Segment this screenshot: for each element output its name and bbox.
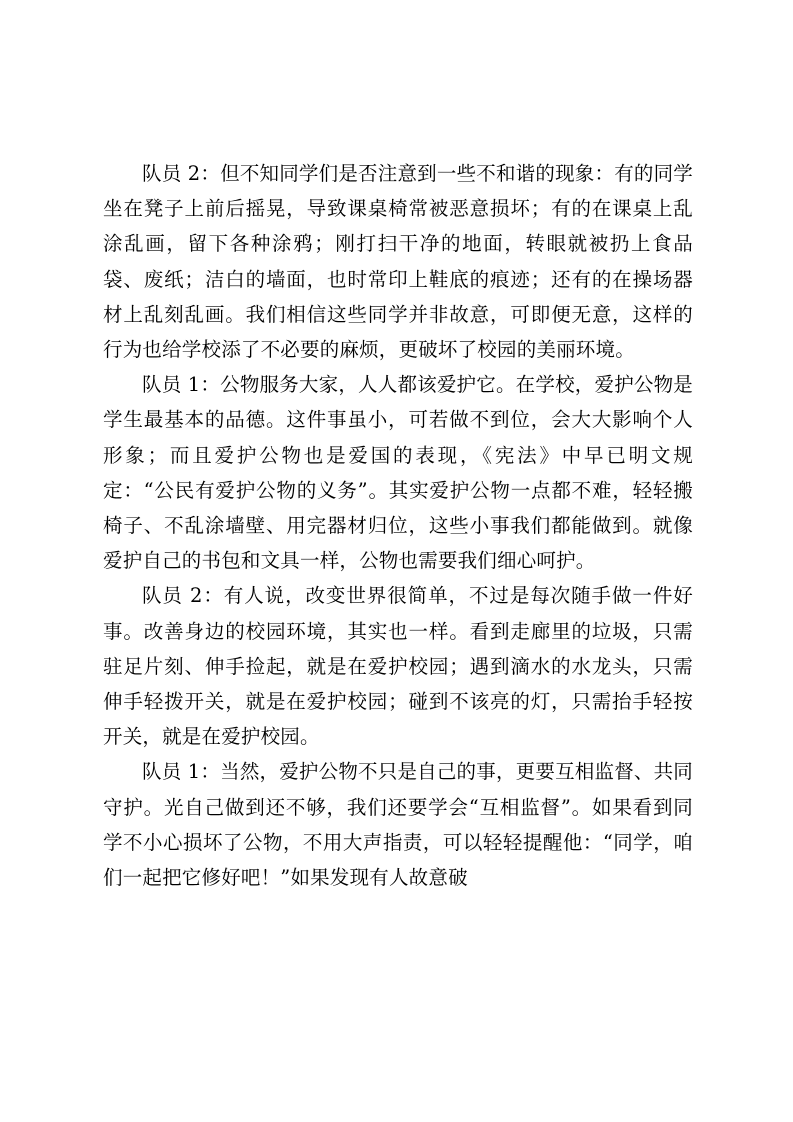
paragraph-speaker-2-small-actions: 队员 2：有人说，改变世界很简单，不过是每次随手做一件好事。改善身边的校园环境，其实也一样。看到走廊里的垃圾，只需驻足片刻、伸手捡起，就是在爱护校园；遇到滴水的水龙头，只需伸手轻拨开关，就是在爱护校园；碰到不该亮的灯，只需抬手轻按开关，就是在爱护校园。 <box>103 584 693 749</box>
paragraph-speaker-1-public-property: 队员 1：公物服务大家，人人都该爱护它。在学校，爱护公物是学生最基本的品德。这件事虽小，可若做不到位，会大大影响个人形象；而且爱护公物也是爱国的表现，《宪法》中早已明文规定：“公民有爱护公物的义务”。其实爱护公物一点都不难，轻轻搬椅子、不乱涂墙壁、用完器材归位，这些小事我们都能做到。就像爱护自己的书包和文具一样，公物也需要我们细心呵护。 <box>103 373 693 573</box>
paragraph-speaker-1-mutual-supervision: 队员 1：当然，爱护公物不只是自己的事，更要互相监督、共同守护。光自己做到还不够，我们还要学会“互相监督”。如果看到同学不小心损坏了公物，不用大声指责，可以轻轻提醒他：“同学，咱们一起把它修好吧！”如果发现有人故意破 <box>103 760 693 890</box>
paragraph-speaker-2-observations: 队员 2：但不知同学们是否注意到一些不和谐的现象：有的同学坐在凳子上前后摇晃，导致课桌椅常被恶意损坏；有的在课桌上乱涂乱画，留下各种涂鸦；刚打扫干净的地面，转眼就被扔上食品袋、废纸；洁白的墙面，也时常印上鞋底的痕迹；还有的在操场器材上乱刻乱画。我们相信这些同学并非故意，可即便无意，这样的行为也给学校添了不必要的麻烦，更破坏了校园的美丽环境。 <box>103 162 693 362</box>
document-body <box>103 156 693 895</box>
